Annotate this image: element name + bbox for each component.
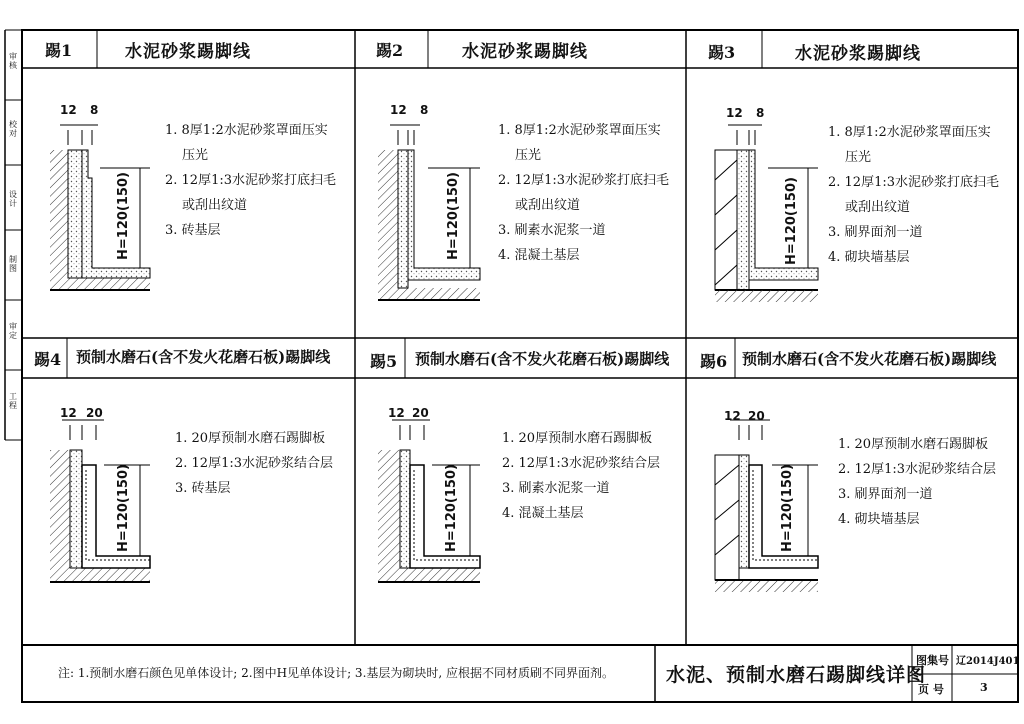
margin-tag: 审定 bbox=[9, 322, 17, 340]
diagram-4 bbox=[50, 420, 150, 582]
atlas-number: 辽2014J401 bbox=[956, 656, 1020, 667]
dim-height: H=120(150) bbox=[116, 464, 131, 552]
detail-title: 水泥砂浆踢脚线 bbox=[795, 44, 921, 64]
diagram-6 bbox=[715, 420, 818, 592]
margin-tag: 制图 bbox=[9, 255, 17, 273]
detail-code: 踢2 bbox=[376, 41, 404, 60]
margin-tag: 设计 bbox=[9, 190, 17, 208]
notes-list: 1. 20厚预制水磨石踢脚板 2. 12厚1:3水泥砂浆结合层 3. 砖基层 bbox=[175, 431, 333, 496]
atlas-label: 图集号 bbox=[916, 654, 949, 667]
dim-height: H=120(150) bbox=[780, 464, 795, 552]
footer-note: 注: 1.预制水磨石颜色见单体设计; 2.图中H见单体设计; 3.基层为砌块时, 应根据不同材质刷不同界面剂。 bbox=[58, 666, 615, 680]
diagram-5 bbox=[378, 420, 480, 582]
dim-label: 12 bbox=[60, 103, 77, 117]
dim-label: 12 bbox=[726, 106, 743, 120]
dim-height: H=120(150) bbox=[446, 172, 461, 260]
dim-label: 12 bbox=[390, 103, 407, 117]
dim-label: 8 bbox=[420, 103, 429, 117]
dim-label: 12 bbox=[388, 406, 405, 420]
drawing-title: 水泥、预制水磨石踢脚线详图 bbox=[666, 664, 927, 686]
detail-code: 踢4 bbox=[34, 350, 62, 369]
dim-label: 8 bbox=[756, 106, 765, 120]
dim-label: 20 bbox=[86, 406, 103, 420]
detail-title: 预制水磨石(含不发火花磨石板)踢脚线 bbox=[76, 348, 331, 366]
dim-height: H=120(150) bbox=[444, 464, 459, 552]
detail-title: 预制水磨石(含不发火花磨石板)踢脚线 bbox=[415, 350, 670, 368]
dim-label: 12 bbox=[724, 409, 741, 423]
dim-label: 20 bbox=[412, 406, 429, 420]
detail-code: 踢6 bbox=[700, 352, 728, 371]
dim-height: H=120(150) bbox=[116, 172, 131, 260]
notes-list: 1. 20厚预制水磨石踢脚板 2. 12厚1:3水泥砂浆结合层 3. 刷界面剂一道 4. 砌块墙基层 bbox=[838, 437, 996, 527]
margin-tag: 校对 bbox=[9, 120, 17, 138]
notes-list: 1. 20厚预制水磨石踢脚板 2. 12厚1:3水泥砂浆结合层 3. 刷素水泥浆一道 4. 混凝土基层 bbox=[502, 431, 660, 521]
notes-list: 1. 8厚1:2水泥砂浆罩面压实 压光 2. 12厚1:3水泥砂浆打底扫毛 或刮出纹道 3. 刷界面剂一道 4. 砌块墙基层 bbox=[828, 125, 999, 265]
diagram-1 bbox=[50, 125, 150, 290]
dim-label: 12 bbox=[60, 406, 77, 420]
detail-title: 预制水磨石(含不发火花磨石板)踢脚线 bbox=[742, 350, 997, 368]
detail-code: 踢5 bbox=[370, 352, 398, 371]
diagram-2 bbox=[378, 125, 480, 300]
detail-code: 踢3 bbox=[708, 43, 736, 62]
dim-height: H=120(150) bbox=[784, 177, 799, 265]
detail-title: 水泥砂浆踢脚线 bbox=[125, 42, 251, 62]
detail-title: 水泥砂浆踢脚线 bbox=[462, 42, 588, 62]
diagram-3 bbox=[715, 125, 818, 302]
margin-tag: 审核 bbox=[9, 52, 17, 70]
margin-tag: 工程 bbox=[9, 392, 17, 410]
dim-label: 20 bbox=[748, 409, 765, 423]
dim-label: 8 bbox=[90, 103, 99, 117]
page-number: 3 bbox=[980, 681, 988, 694]
page-label: 页 号 bbox=[918, 683, 944, 696]
detail-code: 踢1 bbox=[45, 41, 73, 60]
notes-list: 1. 8厚1:2水泥砂浆罩面压实 压光 2. 12厚1:3水泥砂浆打底扫毛 或刮出纹道 3. 刷素水泥浆一道 4. 混凝土基层 bbox=[498, 123, 669, 263]
notes-list: 1. 8厚1:2水泥砂浆罩面压实 压光 2. 12厚1:3水泥砂浆打底扫毛 或刮出纹道 3. 砖基层 bbox=[165, 123, 336, 238]
